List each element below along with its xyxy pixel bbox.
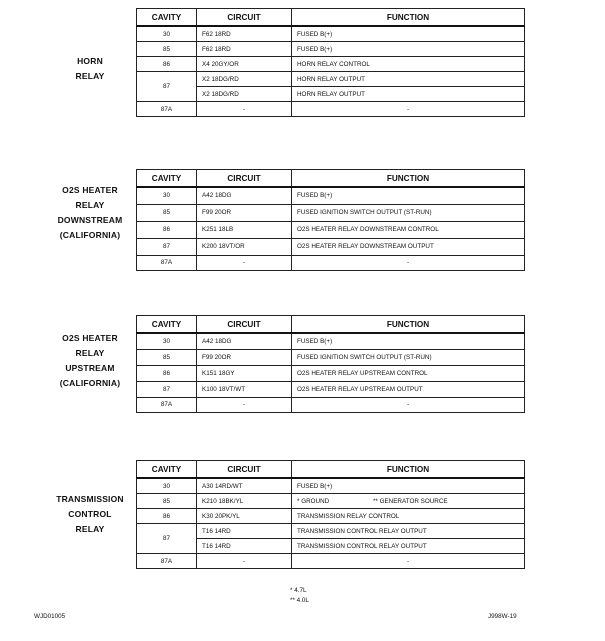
cavity-cell: 87: [137, 381, 197, 397]
function-cell: -: [292, 102, 525, 117]
circuit-cell: A30 14RD/WT: [197, 478, 292, 494]
function-cell: -: [292, 554, 525, 569]
transmission-relay-table: [136, 460, 525, 569]
header-row: [137, 9, 525, 27]
table-row: [137, 187, 525, 204]
table-row: [137, 349, 525, 365]
function-cell: [292, 494, 525, 509]
cavity-cell: 85: [137, 42, 197, 57]
function-header: FUNCTION: [292, 461, 525, 479]
table-row: [137, 72, 525, 87]
figure-id-right: J998W-19: [488, 613, 517, 620]
table-row: [137, 26, 525, 42]
function-cell: FUSED B(+): [292, 42, 525, 57]
function-cell: TRANSMISSION CONTROL RELAY OUTPUT: [292, 524, 525, 539]
cavity-cell: 30: [137, 187, 197, 204]
circuit-cell: F62 18RD: [197, 42, 292, 57]
cavity-cell: 30: [137, 333, 197, 349]
circuit-cell: F62 18RD: [197, 26, 292, 42]
footnote-4-0l: ** 4.0L: [290, 597, 309, 604]
table-row: [137, 221, 525, 238]
circuit-cell: K210 18BK/YL: [197, 494, 292, 509]
cavity-cell: 86: [137, 365, 197, 381]
function-cell: TRANSMISSION RELAY CONTROL: [292, 509, 525, 524]
circuit-cell: K200 18VT/OR: [197, 238, 292, 255]
horn-relay-table: [136, 8, 525, 117]
o2s-downstream-table: [136, 169, 525, 271]
function-cell: FUSED B(+): [292, 26, 525, 42]
table-row: [137, 478, 525, 494]
table-row: [137, 365, 525, 381]
function-cell: TRANSMISSION CONTROL RELAY OUTPUT: [292, 539, 525, 554]
function-cell: O2S HEATER RELAY UPSTREAM CONTROL: [292, 365, 525, 381]
table-row: [137, 42, 525, 57]
header-row: [137, 316, 525, 334]
circuit-cell: -: [197, 102, 292, 117]
o2s-upstream-label: O2S HEATER RELAY UPSTREAM (CALIFORNIA): [59, 333, 121, 388]
generator-source-note: ** GENERATOR SOURCE: [372, 497, 448, 505]
cavity-cell: 87A: [137, 554, 197, 569]
cavity-cell: 30: [137, 478, 197, 494]
circuit-cell: X4 20GY/OR: [197, 57, 292, 72]
function-cell: HORN RELAY OUTPUT: [292, 72, 525, 87]
function-cell: FUSED B(+): [292, 478, 525, 494]
table-row: [137, 509, 525, 524]
table-row: [137, 494, 525, 509]
header-row: [137, 461, 525, 479]
function-cell: O2S HEATER RELAY UPSTREAM OUTPUT: [292, 381, 525, 397]
circuit-header: CIRCUIT: [197, 9, 292, 27]
cavity-cell: 30: [137, 26, 197, 42]
circuit-cell: T16 14RD: [197, 539, 292, 554]
circuit-cell: F99 20OR: [197, 204, 292, 221]
function-cell: HORN RELAY OUTPUT: [292, 87, 525, 102]
table-row: [137, 57, 525, 72]
function-cell: -: [292, 255, 525, 270]
circuit-cell: A42 18DG: [197, 187, 292, 204]
o2s-downstream-label: O2S HEATER RELAY DOWNSTREAM (CALIFORNIA): [57, 185, 123, 240]
cavity-cell: 87A: [137, 102, 197, 117]
table-row: [137, 554, 525, 569]
circuit-header: CIRCUIT: [197, 316, 292, 334]
function-cell: FUSED B(+): [292, 333, 525, 349]
circuit-cell: K151 18GY: [197, 365, 292, 381]
function-header: FUNCTION: [292, 316, 525, 334]
circuit-cell: X2 18DG/RD: [197, 87, 292, 102]
cavity-header: CAVITY: [137, 461, 197, 479]
table-row: [137, 255, 525, 270]
table-row: [137, 333, 525, 349]
circuit-cell: K100 18VT/WT: [197, 381, 292, 397]
circuit-header: CIRCUIT: [197, 461, 292, 479]
cavity-header: CAVITY: [137, 9, 197, 27]
circuit-header: CIRCUIT: [197, 170, 292, 188]
table-row: [137, 204, 525, 221]
cavity-cell: 85: [137, 494, 197, 509]
o2s-upstream-table: [136, 315, 525, 413]
function-header: FUNCTION: [292, 170, 525, 188]
function-cell: O2S HEATER RELAY DOWNSTREAM CONTROL: [292, 221, 525, 238]
footnote-4-7l: * 4.7L: [290, 587, 307, 594]
cavity-cell: 86: [137, 509, 197, 524]
function-header: FUNCTION: [292, 9, 525, 27]
circuit-cell: T16 14RD: [197, 524, 292, 539]
table-row: [137, 381, 525, 397]
function-cell: -: [292, 397, 525, 412]
table-row: [137, 397, 525, 412]
header-row: [137, 170, 525, 188]
table-row: [137, 102, 525, 117]
circuit-cell: K30 20PK/YL: [197, 509, 292, 524]
function-cell: FUSED IGNITION SWITCH OUTPUT (ST-RUN): [292, 349, 525, 365]
table-row: [137, 238, 525, 255]
circuit-cell: -: [197, 397, 292, 412]
circuit-cell: -: [197, 554, 292, 569]
cavity-cell: 85: [137, 204, 197, 221]
cavity-cell: 87A: [137, 397, 197, 412]
circuit-cell: -: [197, 255, 292, 270]
circuit-cell: K251 18LB: [197, 221, 292, 238]
ground-note: * GROUND: [297, 497, 330, 505]
cavity-cell: 87: [137, 238, 197, 255]
transmission-relay-label: TRANSMISSION CONTROL RELAY: [56, 494, 124, 534]
cavity-cell: 87: [137, 524, 197, 554]
cavity-header: CAVITY: [137, 170, 197, 188]
function-cell: HORN RELAY CONTROL: [292, 57, 525, 72]
cavity-cell: 87: [137, 72, 197, 102]
cavity-cell: 87A: [137, 255, 197, 270]
cavity-cell: 85: [137, 349, 197, 365]
cavity-cell: 86: [137, 221, 197, 238]
function-cell: O2S HEATER RELAY DOWNSTREAM OUTPUT: [292, 238, 525, 255]
function-cell: FUSED B(+): [292, 187, 525, 204]
cavity-cell: 86: [137, 57, 197, 72]
circuit-cell: A42 18DG: [197, 333, 292, 349]
footnotes: [290, 586, 309, 606]
horn-relay-label: HORN RELAY: [75, 56, 105, 81]
table-row: [137, 524, 525, 539]
cavity-header: CAVITY: [137, 316, 197, 334]
circuit-cell: X2 18DG/RD: [197, 72, 292, 87]
circuit-cell: F99 20OR: [197, 349, 292, 365]
figure-id-left: WJD01005: [34, 613, 66, 620]
function-cell: FUSED IGNITION SWITCH OUTPUT (ST-RUN): [292, 204, 525, 221]
